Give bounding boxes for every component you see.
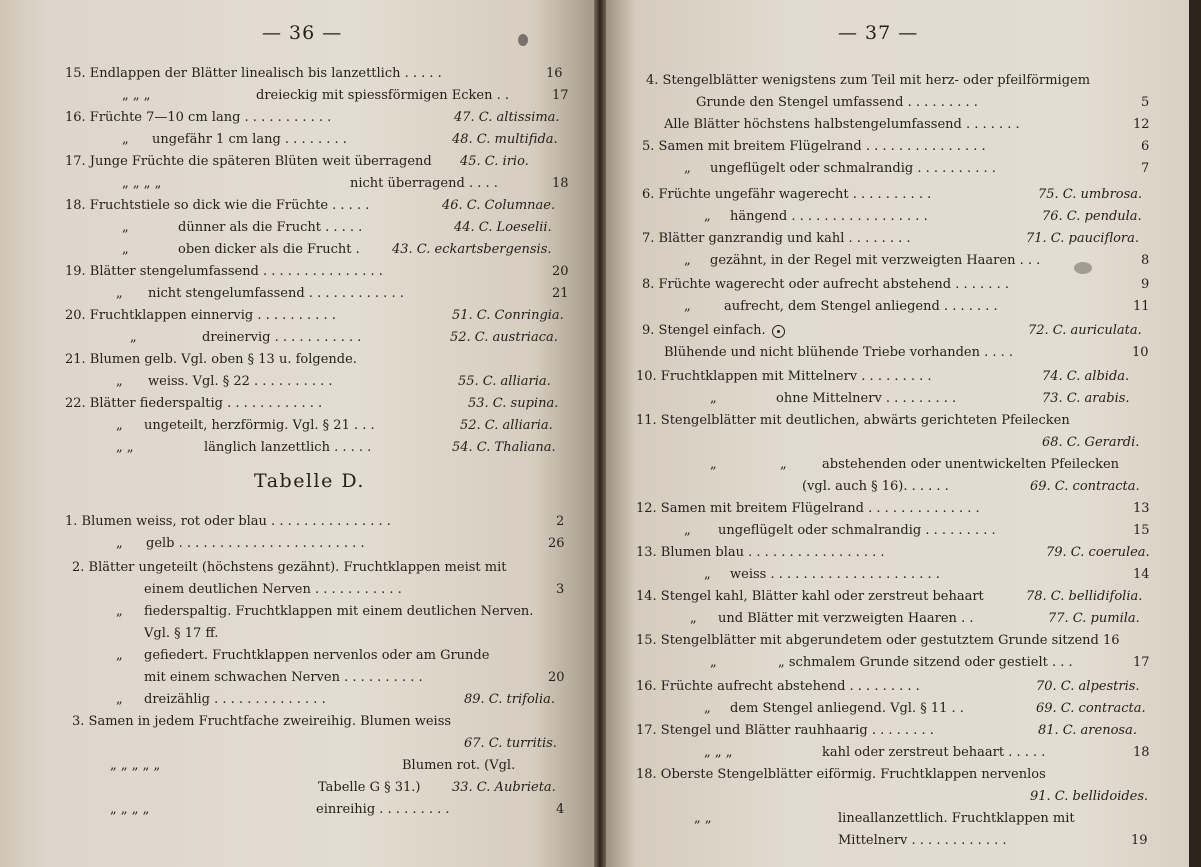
line-reference: 52. C. alliaria. xyxy=(460,418,553,433)
line-text: gezähnt, in der Regel mit verzweigten Haaren . . . xyxy=(710,253,1041,268)
line-text: „ „ „ „ „ xyxy=(110,758,161,773)
line-text: dünner als die Frucht . . . . . xyxy=(178,220,363,235)
line-text: hängend . . . . . . . . . . . . . . . . . xyxy=(730,209,928,224)
line-reference: 47. C. altissima. xyxy=(454,110,560,125)
line-text: „ xyxy=(684,161,691,176)
text-line xyxy=(606,652,1201,674)
line-text: Blühende und nicht blühende Triebe vorhanden . . . . xyxy=(664,345,1014,360)
line-text: oben dicker als die Frucht . xyxy=(178,242,360,257)
line-text: 12. Samen mit breitem Flügelrand . . . . . . . . . . . . . . xyxy=(636,501,980,516)
line-text: „ xyxy=(710,391,717,406)
line-text: (vgl. auch § 16). . . . . . xyxy=(802,479,949,494)
table-heading: Tabelle D. xyxy=(254,470,365,492)
line-reference: 15 xyxy=(1133,523,1150,538)
line-text: 13. Blumen blau . . . . . . . . . . . . . . . . . xyxy=(636,545,885,560)
line-text: „ xyxy=(704,701,711,716)
line-text: „ xyxy=(116,604,123,619)
line-text: gefiedert. Fruchtklappen nervenlos oder am Grunde xyxy=(144,648,490,663)
line-reference: 20 xyxy=(552,264,569,279)
text-line xyxy=(0,305,594,327)
text-line xyxy=(0,107,594,129)
line-reference: 12 xyxy=(1133,117,1150,132)
line-text: 18. Oberste Stengelblätter eiförmig. Fruchtklappen nervenlos xyxy=(636,767,1046,782)
text-line xyxy=(0,393,594,415)
line-text: lineallanzettlich. Fruchtklappen mit xyxy=(838,811,1075,826)
line-reference: 45. C. irio. xyxy=(460,154,529,169)
line-text: Alle Blätter höchstens halbstengelumfassend . . . . . . . xyxy=(664,117,1020,132)
text-line xyxy=(0,689,594,711)
line-reference: 51. C. Conringia. xyxy=(452,308,564,323)
text-line xyxy=(0,777,594,799)
line-reference: 70. C. alpestris. xyxy=(1036,679,1140,694)
text-line xyxy=(0,63,594,85)
text-line xyxy=(0,645,594,667)
line-reference: 16 xyxy=(546,66,563,81)
line-text: Tabelle G § 31.) xyxy=(318,780,421,795)
line-text: „ xyxy=(116,648,123,663)
text-line xyxy=(606,296,1201,318)
text-line xyxy=(606,542,1201,564)
text-line xyxy=(606,342,1201,364)
page-number-left: — 36 — xyxy=(262,22,343,44)
line-text: „ xyxy=(690,611,697,626)
text-line xyxy=(606,476,1201,498)
line-text: Blumen rot. (Vgl. xyxy=(402,758,516,773)
line-text: ohne Mittelnerv . . . . . . . . . xyxy=(776,391,957,406)
text-line xyxy=(606,586,1201,608)
text-line xyxy=(606,114,1201,136)
line-text: „ xyxy=(704,209,711,224)
line-text: 7. Blätter ganzrandig und kahl . . . . . . . . xyxy=(642,231,911,246)
line-text: mit einem schwachen Nerven . . . . . . . . . . xyxy=(144,670,423,685)
line-text: 4. Stengelblätter wenigstens zum Teil mit herz- oder pfeilförmigem xyxy=(646,73,1091,88)
line-text: dreieckig mit spiessförmigen Ecken . . xyxy=(256,88,509,103)
ink-spot xyxy=(518,34,528,46)
left-page xyxy=(0,0,594,867)
line-text: „ xyxy=(684,523,691,538)
line-text: „ schmalem Grunde sitzend oder gestielt . . . xyxy=(778,655,1073,670)
line-reference: 7 xyxy=(1141,161,1150,176)
line-text: „ xyxy=(704,567,711,582)
ink-spot xyxy=(1074,262,1092,274)
text-line xyxy=(606,520,1201,542)
right-page xyxy=(606,0,1201,867)
line-reference: 21 xyxy=(552,286,569,301)
line-reference: 20 xyxy=(548,670,565,685)
line-text: 15. Stengelblätter mit abgerundetem oder gestutztem Grunde sitzend 16 xyxy=(636,633,1120,648)
text-line xyxy=(0,129,594,151)
line-reference: 4 xyxy=(556,802,565,817)
line-reference: 11 xyxy=(1133,299,1150,314)
line-text: „ „ „ xyxy=(704,745,733,760)
text-line xyxy=(0,151,594,173)
text-line xyxy=(606,320,1201,342)
perennial-symbol-icon xyxy=(772,325,785,338)
text-line xyxy=(0,371,594,393)
line-text: „ xyxy=(780,457,787,472)
line-reference: 3 xyxy=(556,582,565,597)
line-text: ungeflügelt oder schmalrandig . . . . . . . . . . xyxy=(710,161,996,176)
line-text: 17. Stengel und Blätter rauhhaarig . . . . . . . . xyxy=(636,723,934,738)
text-line xyxy=(606,786,1201,808)
line-text: 19. Blätter stengelumfassend . . . . . . . . . . . . . . . xyxy=(65,264,383,279)
text-line xyxy=(0,349,594,371)
line-text: gelb . . . . . . . . . . . . . . . . . . . . . . . xyxy=(146,536,365,551)
line-text: 11. Stengelblätter mit deutlichen, abwärts gerichteten Pfeilecken xyxy=(636,413,1070,428)
line-text: 10. Fruchtklappen mit Mittelnerv . . . . . . . . . xyxy=(636,369,932,384)
line-text: „ „ „ xyxy=(122,88,151,103)
line-reference: 76. C. pendula. xyxy=(1042,209,1142,224)
text-line xyxy=(606,184,1201,206)
line-text: nicht stengelumfassend . . . . . . . . . . . . xyxy=(148,286,404,301)
text-line xyxy=(606,92,1201,114)
line-text: weiss. Vgl. § 22 . . . . . . . . . . xyxy=(148,374,333,389)
text-line xyxy=(606,830,1201,852)
text-line xyxy=(606,274,1201,296)
text-line xyxy=(0,533,594,555)
line-text: 6. Früchte ungefähr wagerecht . . . . . . . . . . xyxy=(642,187,932,202)
text-line xyxy=(606,498,1201,520)
text-line xyxy=(606,70,1201,92)
text-line xyxy=(0,623,594,645)
text-line xyxy=(0,239,594,261)
line-reference: 18 xyxy=(1133,745,1150,760)
line-text: 16. Früchte aufrecht abstehend . . . . . . . . . xyxy=(636,679,920,694)
line-text: 21. Blumen gelb. Vgl. oben § 13 u. folgende. xyxy=(65,352,357,367)
line-text: Grunde den Stengel umfassend . . . . . . . . . xyxy=(696,95,978,110)
line-text: „ xyxy=(116,286,123,301)
line-text: „ xyxy=(684,299,691,314)
text-line xyxy=(0,415,594,437)
text-line xyxy=(0,437,594,459)
text-line xyxy=(606,136,1201,158)
text-line xyxy=(606,720,1201,742)
line-text: ungeteilt, herzförmig. Vgl. § 21 . . . xyxy=(144,418,375,433)
line-reference: 26 xyxy=(548,536,565,551)
text-line xyxy=(606,764,1201,786)
line-text: „ xyxy=(710,655,717,670)
line-reference: 78. C. bellidifolia. xyxy=(1026,589,1143,604)
line-text: 20. Fruchtklappen einnervig . . . . . . . . . . xyxy=(65,308,336,323)
line-reference: 19 xyxy=(1131,833,1148,848)
line-text: aufrecht, dem Stengel anliegend . . . . . . . xyxy=(724,299,998,314)
text-line xyxy=(0,667,594,689)
line-text: dreinervig . . . . . . . . . . . xyxy=(202,330,362,345)
line-reference: 43. C. eckartsbergensis. xyxy=(392,242,552,257)
text-line xyxy=(0,601,594,623)
line-text: ungefähr 1 cm lang . . . . . . . . xyxy=(152,132,347,147)
line-reference: 89. C. trifolia. xyxy=(464,692,555,707)
line-reference: 74. C. albida. xyxy=(1042,369,1130,384)
line-reference: 13 xyxy=(1133,501,1150,516)
line-text: 2. Blätter ungeteilt (höchstens gezähnt). Fruchtklappen meist mit xyxy=(72,560,507,575)
line-reference: 69. C. contracta. xyxy=(1030,479,1140,494)
line-text: 67. C. turritis. xyxy=(464,736,557,751)
line-reference: 46. C. Columnae. xyxy=(442,198,556,213)
line-reference: 75. C. umbrosa. xyxy=(1038,187,1143,202)
line-text: 3. Samen in jedem Fruchtfache zweireihig. Blumen weiss xyxy=(72,714,452,729)
line-text: 9. Stengel einfach. xyxy=(642,323,766,338)
line-text: „ xyxy=(684,253,691,268)
line-text: 68. C. Gerardi. xyxy=(1042,435,1140,450)
line-text: 18. Fruchtstiele so dick wie die Früchte . . . . . xyxy=(65,198,370,213)
line-text: 22. Blätter fiederspaltig . . . . . . . . . . . . xyxy=(65,396,323,411)
line-reference: 17 xyxy=(1133,655,1150,670)
line-reference: 44. C. Loeselii. xyxy=(454,220,552,235)
line-text: 17. Junge Früchte die späteren Blüten weit überragend xyxy=(65,154,432,169)
line-text: „ xyxy=(116,374,123,389)
line-text: einem deutlichen Nerven . . . . . . . . . . . xyxy=(144,582,402,597)
line-reference: 53. C. supina. xyxy=(468,396,559,411)
line-reference: 79. C. coerulea. xyxy=(1046,545,1150,560)
line-text: „ „ „ „ xyxy=(110,802,150,817)
line-reference: 2 xyxy=(556,514,565,529)
line-reference: 18 xyxy=(552,176,569,191)
line-reference: 52. C. austriaca. xyxy=(450,330,558,345)
text-line xyxy=(0,217,594,239)
text-line xyxy=(606,676,1201,698)
line-text: einreihig . . . . . . . . . xyxy=(316,802,450,817)
line-reference: 71. C. pauciflora. xyxy=(1026,231,1140,246)
text-line xyxy=(606,454,1201,476)
line-text: dem Stengel anliegend. Vgl. § 11 . . xyxy=(730,701,964,716)
text-line xyxy=(0,261,594,283)
text-line xyxy=(0,557,594,579)
line-reference: 72. C. auriculata. xyxy=(1028,323,1142,338)
text-line xyxy=(606,250,1201,272)
line-text: „ xyxy=(130,330,137,345)
text-line xyxy=(606,228,1201,250)
line-text: „ „ „ „ xyxy=(122,176,162,191)
line-text: nicht überragend . . . . xyxy=(350,176,498,191)
line-text: „ xyxy=(710,457,717,472)
line-text: „ xyxy=(122,220,129,235)
line-text: 8. Früchte wagerecht oder aufrecht abstehend . . . . . . . xyxy=(642,277,1009,292)
text-line xyxy=(606,366,1201,388)
line-text: 16. Früchte 7—10 cm lang . . . . . . . . . . . xyxy=(65,110,332,125)
line-text: und Blätter mit verzweigten Haaren . . xyxy=(718,611,974,626)
line-text: 15. Endlappen der Blätter linealisch bis lanzettlich . . . . . xyxy=(65,66,442,81)
line-text: „ xyxy=(122,242,129,257)
book-gutter xyxy=(594,0,606,867)
line-text: „ xyxy=(116,692,123,707)
line-text: Vgl. § 17 ff. xyxy=(144,626,219,641)
line-text: „ „ xyxy=(116,440,134,455)
line-text: weiss . . . . . . . . . . . . . . . . . . . . . xyxy=(730,567,940,582)
text-line xyxy=(606,388,1201,410)
line-reference: 54. C. Thaliana. xyxy=(452,440,556,455)
line-text: „ xyxy=(116,418,123,433)
line-reference: 14 xyxy=(1133,567,1150,582)
line-text: „ xyxy=(122,132,129,147)
text-line xyxy=(606,158,1201,180)
text-line xyxy=(0,799,594,821)
book-edge xyxy=(1189,0,1201,867)
line-reference: 69. C. contracta. xyxy=(1036,701,1146,716)
line-text: „ „ xyxy=(694,811,712,826)
text-line xyxy=(606,630,1201,652)
text-line xyxy=(0,711,594,733)
line-text: abstehenden oder unentwickelten Pfeilecken xyxy=(822,457,1120,472)
line-reference: 5 xyxy=(1141,95,1150,110)
text-line xyxy=(0,327,594,349)
line-reference: 9 xyxy=(1141,277,1150,292)
line-reference: 8 xyxy=(1141,253,1150,268)
line-text: „ xyxy=(116,536,123,551)
line-reference: 17 xyxy=(552,88,569,103)
text-line xyxy=(606,206,1201,228)
line-text: 5. Samen mit breitem Flügelrand . . . . . . . . . . . . . . . xyxy=(642,139,986,154)
text-line xyxy=(0,173,594,195)
line-text: 91. C. bellidoides. xyxy=(1030,789,1149,804)
page-number-right: — 37 — xyxy=(838,22,919,44)
text-line xyxy=(606,564,1201,586)
line-reference: 55. C. alliaria. xyxy=(458,374,551,389)
line-reference: 77. C. pumila. xyxy=(1048,611,1140,626)
line-reference: 6 xyxy=(1141,139,1150,154)
line-text: länglich lanzettlich . . . . . xyxy=(204,440,372,455)
line-text: kahl oder zerstreut behaart . . . . . xyxy=(822,745,1046,760)
line-reference: 81. C. arenosa. xyxy=(1038,723,1137,738)
line-reference: 10 xyxy=(1132,345,1149,360)
text-line xyxy=(0,755,594,777)
text-line xyxy=(0,733,594,755)
line-reference: 73. C. arabis. xyxy=(1042,391,1130,406)
text-line xyxy=(0,579,594,601)
text-line xyxy=(0,283,594,305)
text-line xyxy=(606,698,1201,720)
text-line xyxy=(0,195,594,217)
line-text: fiederspaltig. Fruchtklappen mit einem deutlichen Nerven. xyxy=(144,604,534,619)
text-line xyxy=(606,410,1201,432)
text-line xyxy=(606,432,1201,454)
line-text: dreizählig . . . . . . . . . . . . . . xyxy=(144,692,326,707)
line-text: 1. Blumen weiss, rot oder blau . . . . . . . . . . . . . . . xyxy=(65,514,391,529)
text-line xyxy=(606,608,1201,630)
text-line xyxy=(606,808,1201,830)
line-text: ungeflügelt oder schmalrandig . . . . . . . . . xyxy=(718,523,996,538)
line-reference: 48. C. multifida. xyxy=(452,132,558,147)
line-text: Mittelnerv . . . . . . . . . . . . xyxy=(838,833,1007,848)
line-text: 14. Stengel kahl, Blätter kahl oder zerstreut behaart xyxy=(636,589,984,604)
line-reference: 33. C. Aubrieta. xyxy=(452,780,556,795)
text-line xyxy=(606,742,1201,764)
text-line xyxy=(0,85,594,107)
text-line xyxy=(0,511,594,533)
